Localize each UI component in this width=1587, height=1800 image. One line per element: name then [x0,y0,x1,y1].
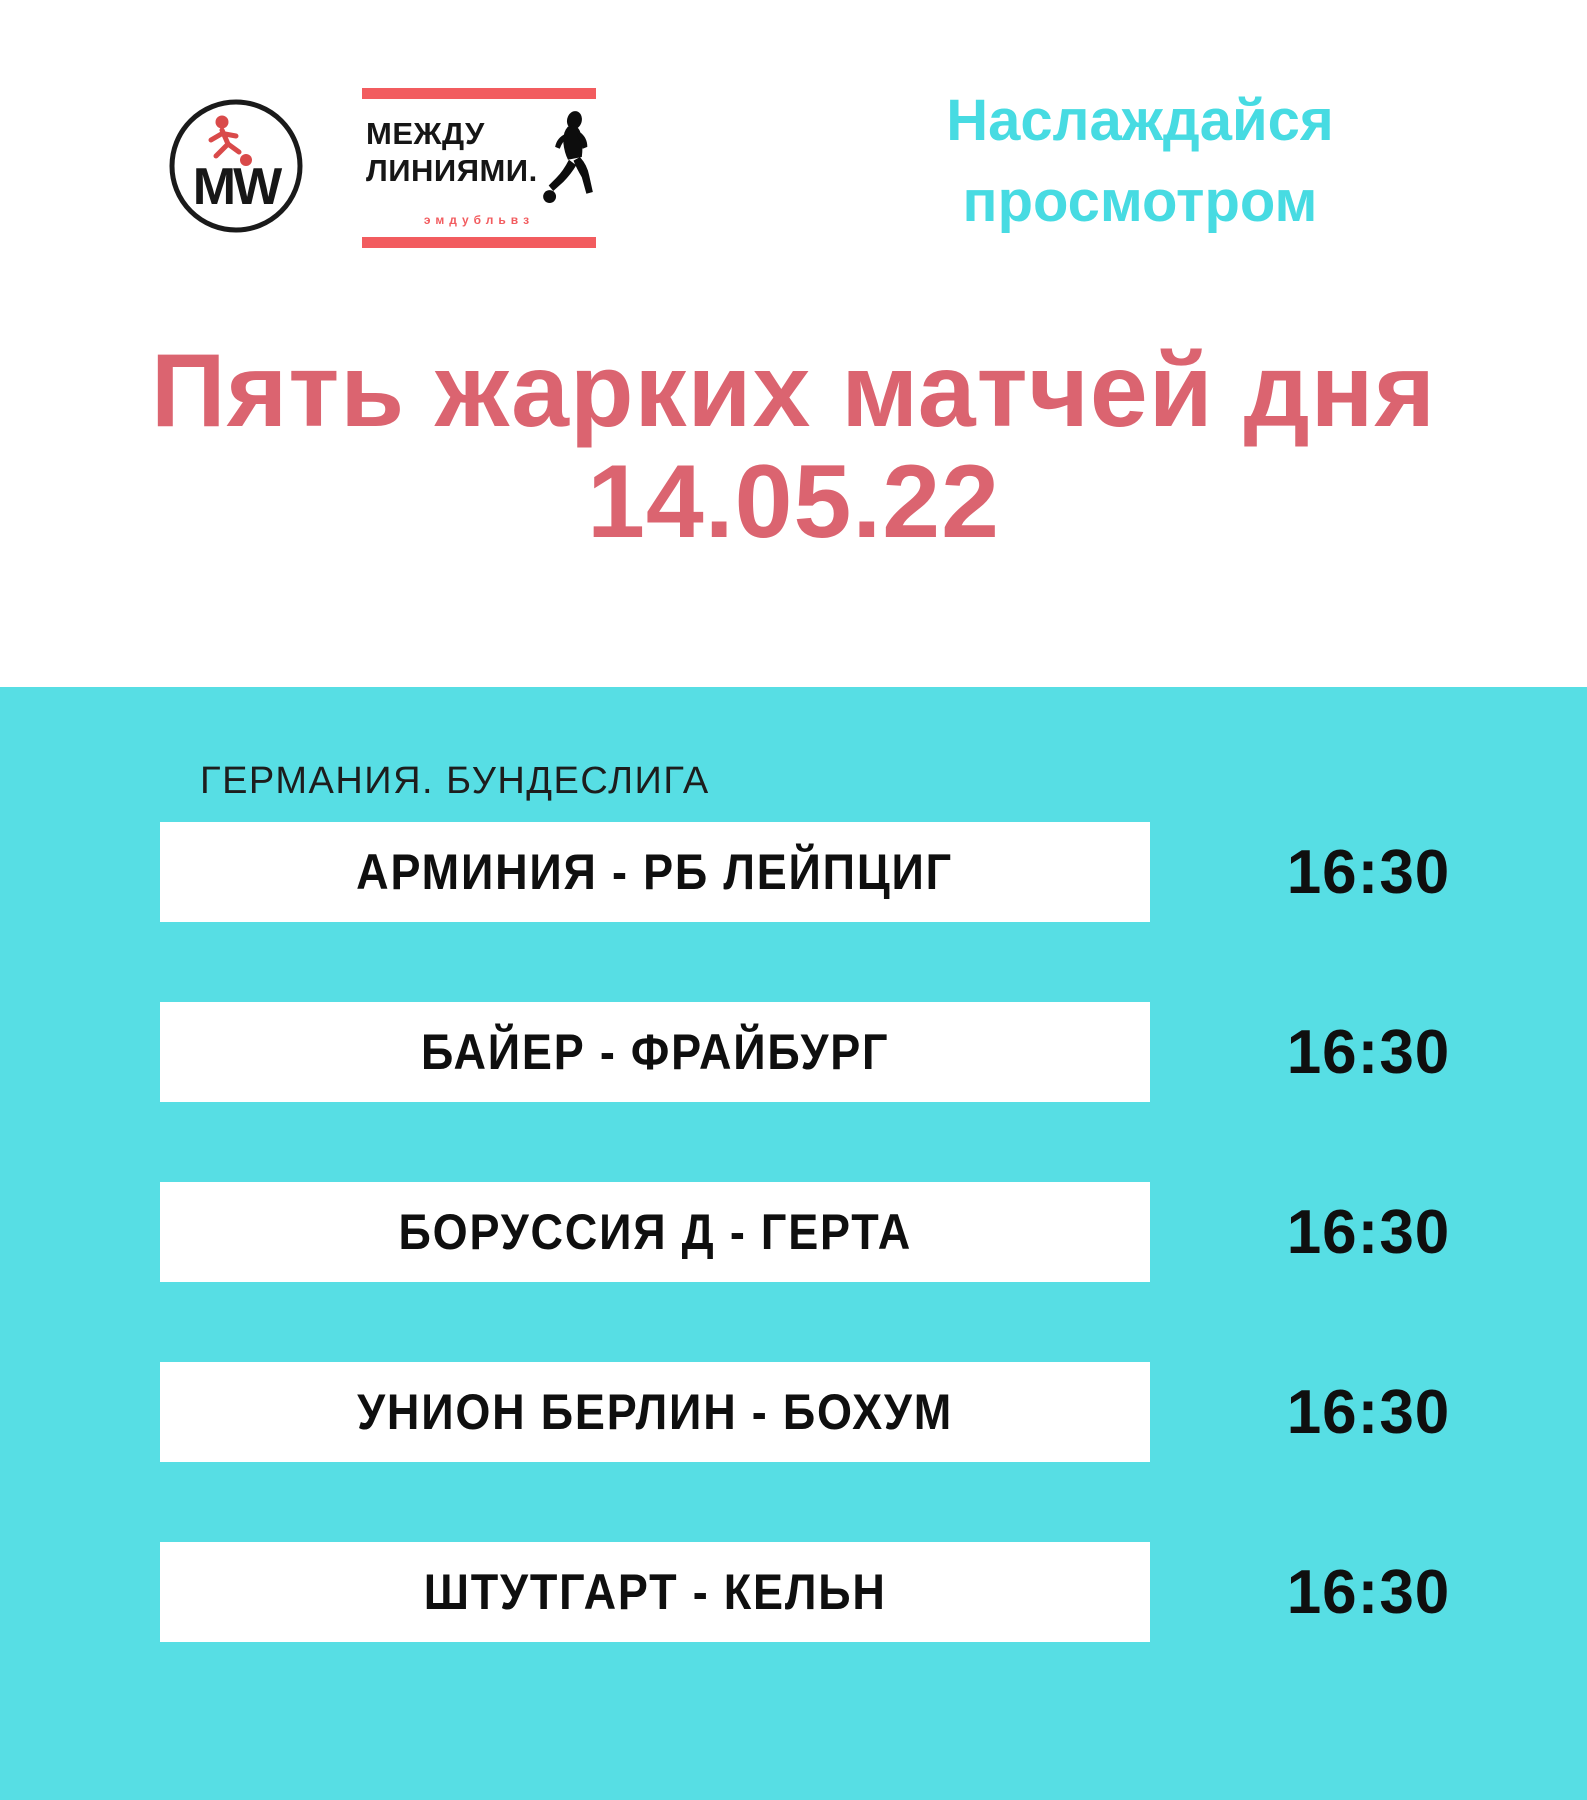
match-bar [160,1182,1150,1282]
match-bar [160,822,1150,922]
match-time: 16:30 [1286,1197,1451,1267]
match-list [160,822,1587,1722]
match-time: 16:30 [1286,837,1451,907]
match-row [160,822,1587,922]
brand-name-line2: ЛИНИЯМИ. [366,153,538,189]
footballer-silhouette-icon [540,111,596,203]
match-time: 16:30 [1286,1557,1451,1627]
match-row [160,1002,1587,1102]
page-title-line1: Пять жарких матчей дня [150,333,1437,449]
tagline-line1: Наслаждайся [946,88,1334,153]
match-bar [160,1362,1150,1462]
match-name: АРМИНИЯ - РБ ЛЕЙПЦИГ [356,844,954,900]
tagline [915,80,1365,242]
match-name: УНИОН БЕРЛИН - БОХУМ [357,1384,953,1440]
match-row [160,1362,1587,1462]
match-time: 16:30 [1286,1377,1451,1447]
match-name: ШТУТГАРТ - КЕЛЬН [423,1564,887,1620]
match-time: 16:30 [1286,1017,1451,1087]
brand-logo [362,88,596,248]
mw-logo-text: MW [192,158,280,216]
match-row [160,1542,1587,1642]
match-name: БОРУССИЯ Д - ГЕРТА [398,1204,912,1260]
mw-logo [166,96,306,236]
brand-name-line1: МЕЖДУ [366,116,485,151]
brand-row [362,99,596,203]
match-bar [160,1002,1150,1102]
brand-subtitle: эмдубльвз [423,213,535,227]
brand-bottom-bar [362,237,596,248]
page-title [0,333,1587,561]
red-footballer-icon [211,116,239,157]
mw-logo-icon [166,96,306,236]
tagline-line2: просмотром [962,169,1318,235]
match-bar [160,1542,1150,1642]
match-name: БАЙЕР - ФРАЙБУРГ [420,1024,890,1080]
match-row [160,1182,1587,1282]
league-label: ГЕРМАНИЯ. БУНДЕСЛИГА [200,760,710,802]
brand-name [366,115,538,189]
brand-top-bar [362,88,596,99]
page-title-date: 14.05.22 [587,444,1000,561]
